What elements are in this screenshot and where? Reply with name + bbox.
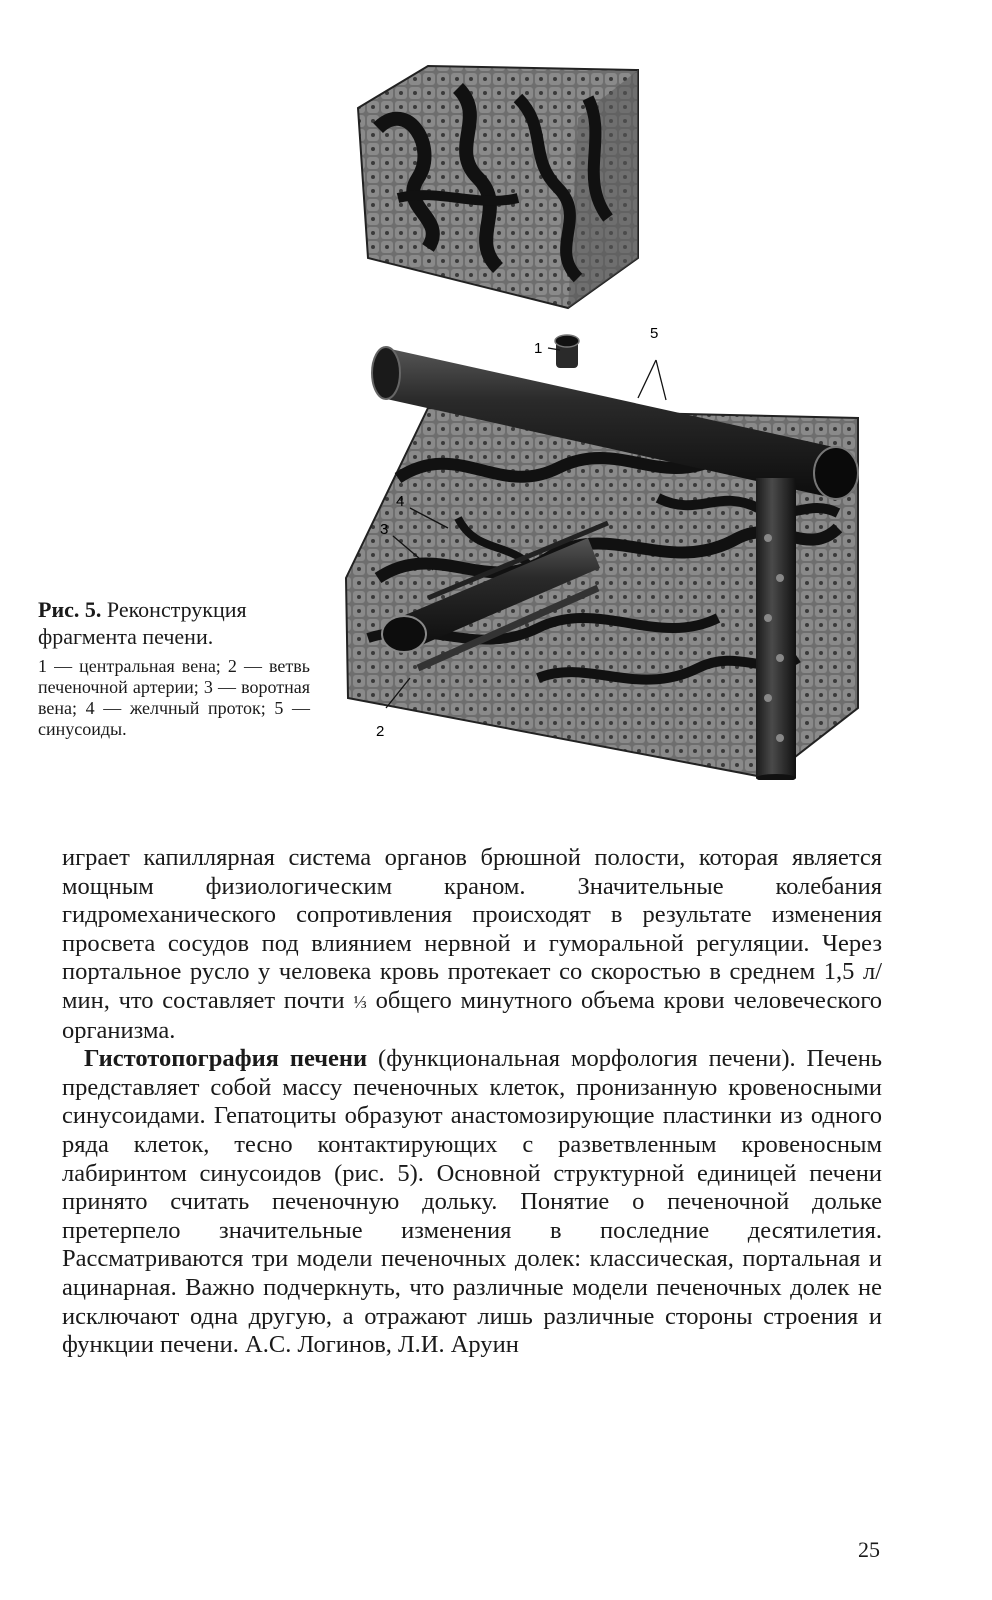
figure-title: Реконструкция фрагмента печени.: [38, 597, 247, 649]
central-vein-vertical: [756, 478, 796, 780]
figure-legend: 1 — центральная вена; 2 — ветвь печеночной артерии; 3 — воротная вена; 4 — желчный проток; 5 — синусоиды.: [38, 656, 310, 739]
liver-fragment-illustration: [338, 58, 878, 780]
figure-caption: [38, 596, 310, 740]
figure-label: Рис. 5.: [38, 597, 102, 622]
body-text: [62, 844, 882, 1360]
page-number: 25: [858, 1537, 880, 1562]
paragraph-1: [62, 844, 882, 1045]
upper-tissue-block: [358, 66, 638, 308]
callout-label-2: 2: [376, 723, 385, 740]
paragraph-2-text: (функциональная морфология печени). Печень представляет собой массу печеночных клеток, пронизанную кровеносными синусоидами. Гепатоциты образуют анастомозирующие пластинки из одного ряда клеток, тесно контактирующих с разветвленным кровеносным лабиринтом синусоидов (рис. 5). Основной структурной единицей печени принято считать печеночную дольку. Понятие о печеночной дольке претерпело значительные изменения в последние десятилетия. Рассматриваются три модели печеночных долек: классическая, портальная и ацинарная. Важно подчеркнуть, что различные модели печеночных долек не исключают одна другую, а отражают лишь различные стороны строения и функции печени. А.С. Логинов, Л.И. Аруин: [62, 1045, 882, 1359]
figure-caption-title: [38, 596, 310, 650]
callout-label-1: 1: [534, 340, 543, 357]
paragraph-1-text-b: общего минутного объема крови человеческого организма.: [62, 986, 883, 1044]
callout-label-4: 4: [396, 493, 405, 510]
callout-label-5: 5: [650, 325, 659, 342]
callout-label-3: 3: [380, 521, 389, 538]
section-term: Гистотопография печени: [84, 1045, 368, 1073]
paragraph-1-text-a: играет капиллярная система органов брюшной полости, которая является мощным физиологическим краном. Значительные колебания гидромеханического сопротивления происходят в результате изменения просвета сосудов под влиянием нервной и гуморальной регуляции. Через портальное русло у человека кровь протекает со скоростью в среднем 1,5 л/мин, что составляет почти: [62, 844, 882, 1014]
one-third-fraction: ⅓: [353, 991, 367, 1012]
paragraph-2: [62, 1045, 882, 1360]
